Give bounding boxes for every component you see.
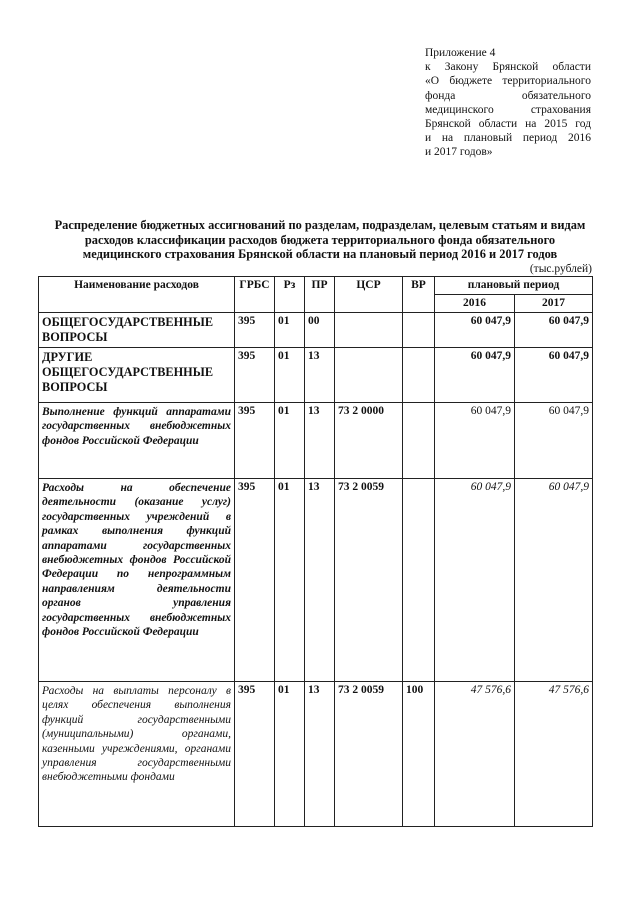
row-name: Расходы на обеспечение деятельности (оказание услуг) государственных учреждений в рамках выполнения функций аппаратами государственных внебюджетных фондов Российской Федерации по непрограммным направлениям деятельности органов управления государственных внебюджетных фондов Российской Федерации xyxy=(39,479,235,682)
row-grbs: 395 xyxy=(235,479,275,682)
row-value-2017: 60 047,9 xyxy=(515,348,593,403)
header-period: плановый период xyxy=(435,277,593,295)
header-grbs: ГРБС xyxy=(235,277,275,313)
table-row xyxy=(39,479,593,682)
row-value-2016: 60 047,9 xyxy=(435,348,515,403)
row-pr: 13 xyxy=(305,348,335,403)
table-row xyxy=(39,348,593,403)
table-row xyxy=(39,403,593,479)
row-grbs: 395 xyxy=(235,313,275,348)
row-value-2017: 60 047,9 xyxy=(515,479,593,682)
appendix-line: и на плановый период 2016 xyxy=(425,132,591,145)
row-rz: 01 xyxy=(275,479,305,682)
appendix-line: к Закону Брянской области xyxy=(425,61,591,74)
title-line: Распределение бюджетных ассигнований по разделам, подразделам, целевым статьям и видам xyxy=(54,218,586,232)
row-rz: 01 xyxy=(275,348,305,403)
header-pr: ПР xyxy=(305,277,335,313)
row-value-2017: 47 576,6 xyxy=(515,682,593,827)
appendix-line: Брянской области на 2015 год xyxy=(425,118,591,131)
row-csr xyxy=(335,348,403,403)
row-vr xyxy=(403,403,435,479)
title-line: расходов классификации расходов бюджета территориального фонда обязательного xyxy=(84,232,556,247)
row-name: ДРУГИЕ ОБЩЕГОСУДАРСТВЕННЫЕ ВОПРОСЫ xyxy=(39,348,235,403)
budget-table xyxy=(38,276,593,827)
table-row xyxy=(39,682,593,827)
row-pr: 13 xyxy=(305,682,335,827)
table-row xyxy=(39,313,593,348)
row-rz: 01 xyxy=(275,682,305,827)
appendix-line: и 2017 годов» xyxy=(425,146,493,159)
row-pr: 13 xyxy=(305,479,335,682)
row-value-2016: 60 047,9 xyxy=(435,479,515,682)
row-vr: 100 xyxy=(403,682,435,827)
header-name: Наименование расходов xyxy=(39,277,235,313)
row-pr: 00 xyxy=(305,313,335,348)
row-grbs: 395 xyxy=(235,682,275,827)
row-name: ОБЩЕГОСУДАРСТВЕННЫЕ ВОПРОСЫ xyxy=(39,313,235,348)
row-value-2017: 60 047,9 xyxy=(515,403,593,479)
row-vr xyxy=(403,348,435,403)
title-line: медицинского страхования Брянской области на плановый период 2016 и 2017 годов xyxy=(82,247,558,262)
header-vr: ВР xyxy=(403,277,435,313)
header-year-2016: 2016 xyxy=(435,295,515,313)
header-year-2017: 2017 xyxy=(515,295,593,313)
row-name: Расходы на выплаты персоналу в целях обеспечения выполнения функций государственными (муниципальными) органами, казенными учреждениями, органами управления государственными внебюджетными фондами xyxy=(39,682,235,827)
appendix-block xyxy=(425,46,591,160)
units-label: (тыс.рублей) xyxy=(529,263,592,275)
row-csr: 73 2 0059 xyxy=(335,479,403,682)
row-rz: 01 xyxy=(275,313,305,348)
row-pr: 13 xyxy=(305,403,335,479)
row-name: Выполнение функций аппаратами государственных внебюджетных фондов Российской Федерации xyxy=(39,403,235,479)
appendix-line: «О бюджете территориального xyxy=(425,75,591,88)
document-title xyxy=(40,218,600,262)
appendix-line: медицинского страхования xyxy=(425,103,591,116)
row-csr: 73 2 0059 xyxy=(335,682,403,827)
row-csr xyxy=(335,313,403,348)
row-grbs: 395 xyxy=(235,403,275,479)
row-value-2017: 60 047,9 xyxy=(515,313,593,348)
row-grbs: 395 xyxy=(235,348,275,403)
row-value-2016: 60 047,9 xyxy=(435,313,515,348)
header-rz: Рз xyxy=(275,277,305,313)
appendix-line: Приложение 4 xyxy=(425,47,496,59)
row-vr xyxy=(403,479,435,682)
row-value-2016: 60 047,9 xyxy=(435,403,515,479)
header-csr: ЦСР xyxy=(335,277,403,313)
row-rz: 01 xyxy=(275,403,305,479)
appendix-line: фонда обязательного xyxy=(425,89,591,102)
row-csr: 73 2 0000 xyxy=(335,403,403,479)
row-vr xyxy=(403,313,435,348)
row-value-2016: 47 576,6 xyxy=(435,682,515,827)
